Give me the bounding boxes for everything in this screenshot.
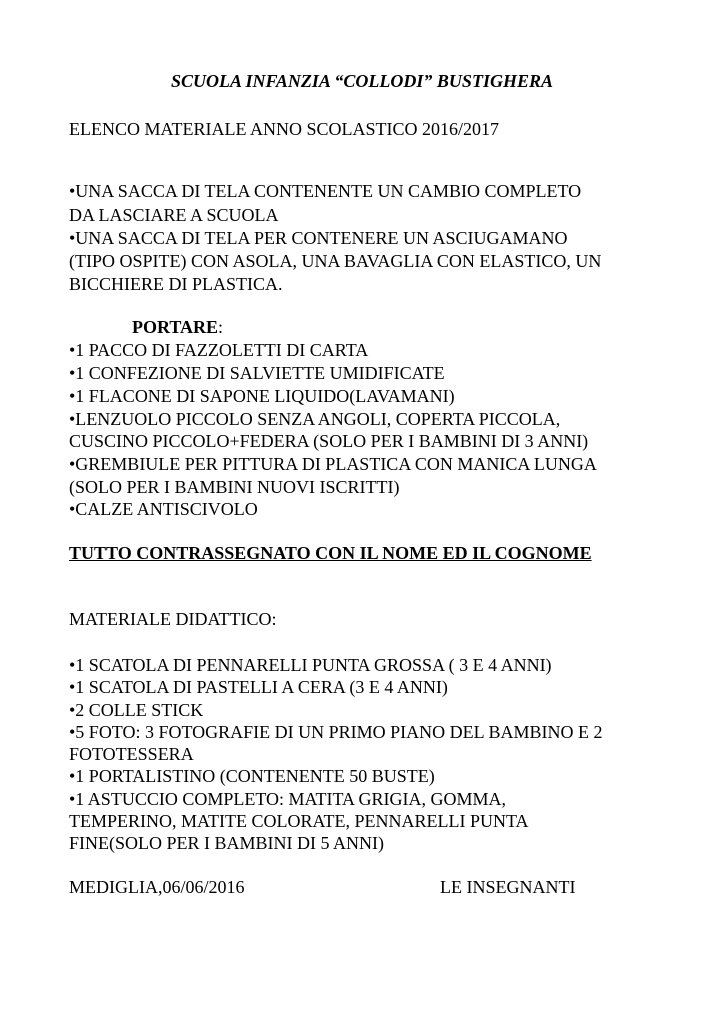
portare-line: •1 CONFEZIONE DI SALVIETTE UMIDIFICATE xyxy=(69,363,445,383)
portare-line: •CALZE ANTISCIVOLO xyxy=(69,499,258,519)
portare-colon: : xyxy=(218,317,224,337)
portare-heading-row xyxy=(132,316,223,338)
portare-line: (SOLO PER I BAMBINI NUOVI ISCRITTI) xyxy=(69,477,400,497)
portare-line: •LENZUOLO PICCOLO SENZA ANGOLI, COPERTA PICCOLA, xyxy=(69,409,561,429)
didattico-line: •5 FOTO: 3 FOTOGRAFIE DI UN PRIMO PIANO DEL BAMBINO E 2 xyxy=(69,722,603,742)
didattico-line: •1 SCATOLA DI PENNARELLI PUNTA GROSSA ( 3 E 4 ANNI) xyxy=(69,655,552,675)
portare-heading: PORTARE xyxy=(132,317,219,337)
didattico-line: FINE(SOLO PER I BAMBINI DI 5 ANNI) xyxy=(69,833,384,853)
portare-line: •GREMBIULE PER PITTURA DI PLASTICA CON MANICA LUNGA xyxy=(69,454,597,474)
portare-line: •1 FLACONE DI SAPONE LIQUIDO(LAVAMANI) xyxy=(69,386,455,406)
didattico-line: TEMPERINO, MATITE COLORATE, PENNARELLI PUNTA xyxy=(69,811,529,831)
intro-line: BICCHIERE DI PLASTICA. xyxy=(69,274,283,294)
document-subtitle: ELENCO MATERIALE ANNO SCOLASTICO 2016/2017 xyxy=(69,119,499,139)
intro-line: DA LASCIARE A SCUOLA xyxy=(69,205,279,225)
intro-line: •UNA SACCA DI TELA CONTENENTE UN CAMBIO COMPLETO xyxy=(69,181,582,201)
didattico-line: •1 SCATOLA DI PASTELLI A CERA (3 E 4 ANNI) xyxy=(69,677,448,697)
portare-line: CUSCINO PICCOLO+FEDERA (SOLO PER I BAMBINI DI 3 ANNI) xyxy=(69,431,589,451)
footer-signature: LE INSEGNANTI xyxy=(440,877,576,897)
didattico-line: •1 PORTALISTINO (CONTENENTE 50 BUSTE) xyxy=(69,766,435,786)
portare-line: •1 PACCO DI FAZZOLETTI DI CARTA xyxy=(69,340,369,360)
didattico-line: FOTOTESSERA xyxy=(69,744,194,764)
didattico-line: •1 ASTUCCIO COMPLETO: MATITA GRIGIA, GOMMA, xyxy=(69,789,507,809)
didattico-line: •2 COLLE STICK xyxy=(69,700,204,720)
document-title: SCUOLA INFANZIA “COLLODI” BUSTIGHERA xyxy=(171,71,553,91)
notice-text: TUTTO CONTRASSEGNATO CON IL NOME ED IL COGNOME xyxy=(69,543,592,563)
intro-line: (TIPO OSPITE) CON ASOLA, UNA BAVAGLIA CON ELASTICO, UN xyxy=(69,251,602,271)
intro-line: •UNA SACCA DI TELA PER CONTENERE UN ASCIUGAMANO xyxy=(69,228,568,248)
footer-place-date: MEDIGLIA,06/06/2016 xyxy=(69,877,245,897)
didattico-heading: MATERIALE DIDATTICO: xyxy=(69,609,277,629)
